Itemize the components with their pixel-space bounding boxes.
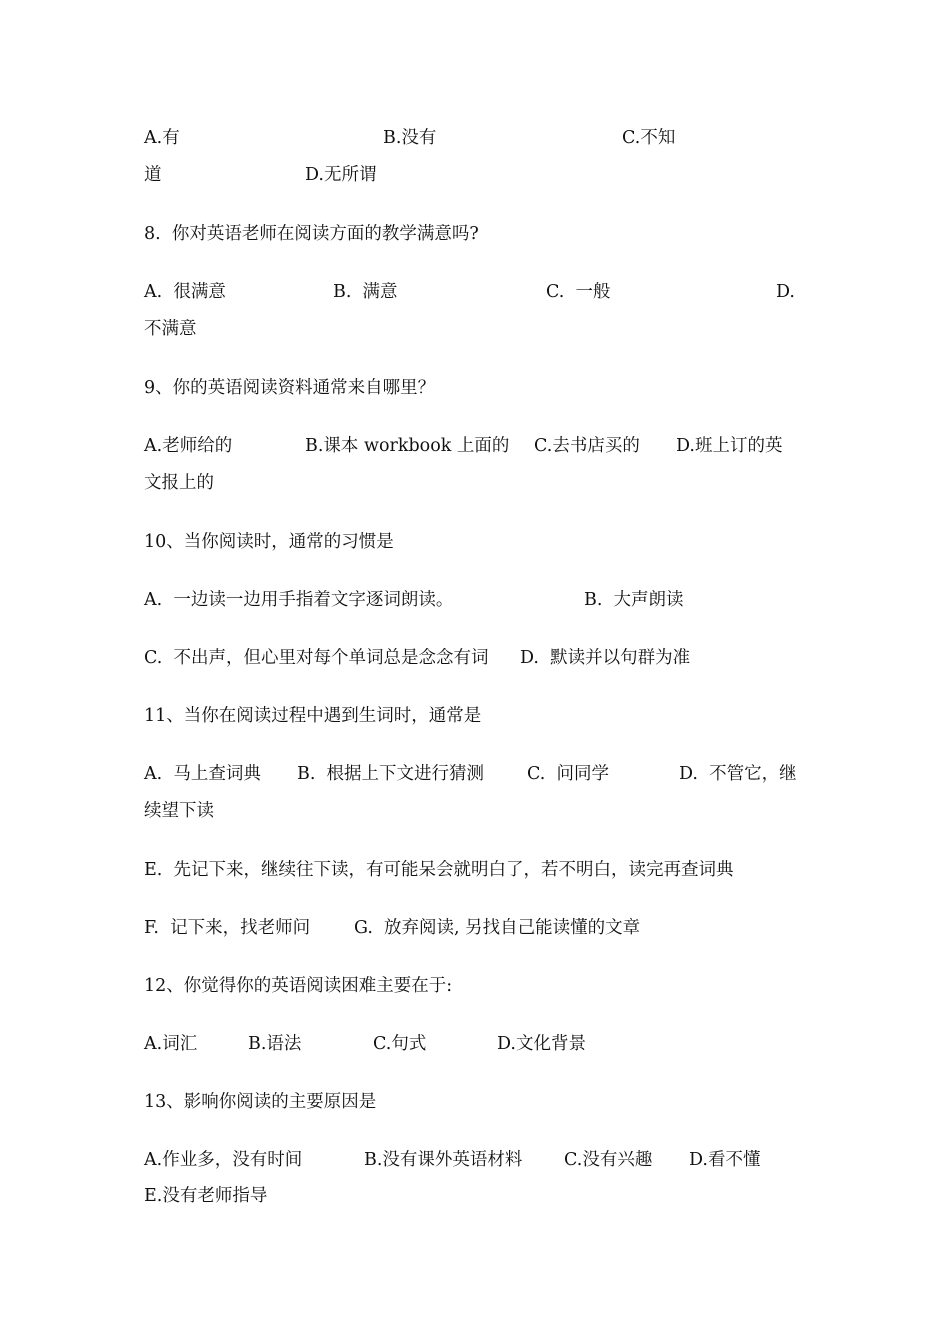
q8-options-line-1 bbox=[0, 279, 795, 305]
q13-options-line-1 bbox=[0, 1147, 761, 1173]
q11-question-text: 11、当你在阅读过程中遇到生词时，通常是 bbox=[144, 706, 482, 726]
q7-option-b: B.没有 bbox=[383, 128, 437, 148]
q8-question bbox=[0, 221, 479, 247]
q11-options-line-1 bbox=[0, 761, 797, 787]
q10-question-text: 10、当你阅读时，通常的习惯是 bbox=[144, 532, 394, 552]
q12-option-d: D.文化背景 bbox=[497, 1034, 586, 1054]
q10-option-d: D. 默读并以句群为准 bbox=[520, 648, 691, 668]
q10-option-b: B. 大声朗读 bbox=[584, 590, 684, 610]
q9-option-c: C.去书店买的 bbox=[534, 436, 640, 456]
q8-option-b: B. 满意 bbox=[333, 282, 398, 302]
q9-question bbox=[0, 375, 436, 401]
q11-option-c: C. 问同学 bbox=[527, 764, 609, 784]
q13-option-c: C.没有兴趣 bbox=[564, 1150, 653, 1170]
q8-option-d: D. bbox=[776, 282, 795, 302]
q11-options-line-3 bbox=[0, 857, 734, 883]
q11-option-f: F. 记下来，找老师问 bbox=[144, 918, 311, 938]
q8-question-text: 8. 你对英语老师在阅读方面的教学满意吗? bbox=[144, 224, 479, 244]
q8-option-d-continued: 不满意 bbox=[144, 319, 197, 339]
q9-option-a: A.老师给的 bbox=[144, 436, 233, 456]
q7-options-line-1 bbox=[0, 125, 676, 151]
q9-option-d-continued: 文报上的 bbox=[144, 473, 214, 493]
q10-option-c: C. 不出声，但心里对每个单词总是念念有词 bbox=[144, 648, 489, 668]
q12-option-c: C.句式 bbox=[373, 1034, 427, 1054]
q11-option-b: B. 根据上下文进行猜测 bbox=[297, 764, 485, 784]
q7-option-c: C.不知 bbox=[622, 128, 676, 148]
q9-option-b: B.课本 workbook 上面的 bbox=[305, 436, 510, 456]
q12-question-text: 12、你觉得你的英语阅读困难主要在于: bbox=[144, 976, 453, 996]
q9-options-line-2 bbox=[0, 470, 214, 496]
q10-option-a: A. 一边读一边用手指着文字逐词朗读。 bbox=[144, 590, 454, 610]
q7-option-a: A.有 bbox=[144, 128, 180, 148]
q12-option-b: B.语法 bbox=[248, 1034, 302, 1054]
q11-option-e: E. 先记下来，继续往下读，有可能呆会就明白了，若不明白，读完再查词典 bbox=[144, 860, 734, 880]
q7-option-d: D.无所谓 bbox=[305, 165, 377, 185]
q11-option-g: G. 放弃阅读, 另找自己能读懂的文章 bbox=[354, 918, 641, 938]
q13-question-text: 13、影响你阅读的主要原因是 bbox=[144, 1092, 377, 1112]
q11-options-line-2 bbox=[0, 798, 214, 824]
q10-options-line-1 bbox=[0, 587, 684, 613]
q11-option-d: D. 不管它，继 bbox=[679, 764, 797, 784]
q11-option-a: A. 马上查词典 bbox=[144, 764, 261, 784]
q11-options-line-4 bbox=[0, 915, 641, 941]
q13-question bbox=[0, 1089, 377, 1115]
q13-option-e: E.没有老师指导 bbox=[144, 1186, 268, 1206]
q7-options-line-2 bbox=[0, 162, 377, 188]
q13-option-d: D.看不懂 bbox=[689, 1150, 761, 1170]
q9-question-text: 9、你的英语阅读资料通常来自哪里？ bbox=[144, 378, 436, 398]
q10-question bbox=[0, 529, 394, 555]
q9-option-d: D.班上订的英 bbox=[676, 436, 783, 456]
q8-option-c: C. 一般 bbox=[546, 282, 611, 302]
q8-options-line-2 bbox=[0, 316, 197, 342]
q13-option-b: B.没有课外英语材料 bbox=[364, 1150, 523, 1170]
q12-option-a: A.词汇 bbox=[144, 1034, 198, 1054]
q13-option-a: A.作业多，没有时间 bbox=[144, 1150, 303, 1170]
q12-options-line-1 bbox=[0, 1031, 586, 1057]
q11-option-d-continued: 续望下读 bbox=[144, 801, 214, 821]
q10-options-line-2 bbox=[0, 645, 691, 671]
q11-question bbox=[0, 703, 482, 729]
q13-options-line-2 bbox=[0, 1183, 268, 1209]
q7-option-c-continued: 道 bbox=[144, 165, 162, 185]
q12-question bbox=[0, 973, 453, 999]
q8-option-a: A. 很满意 bbox=[144, 282, 226, 302]
q9-options-line-1 bbox=[0, 433, 783, 459]
